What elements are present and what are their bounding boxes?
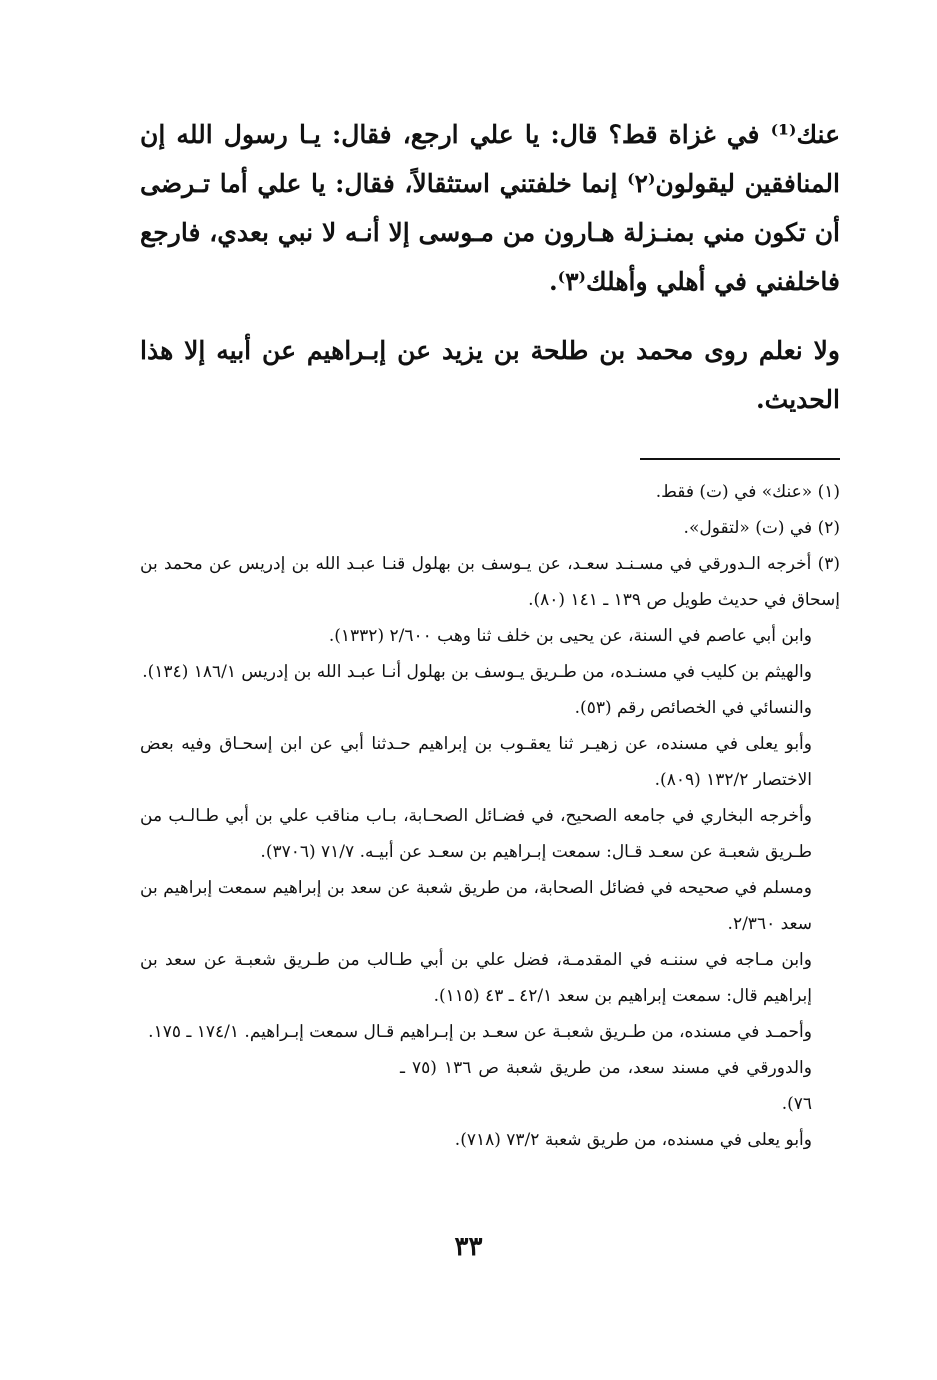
footnote-reference: وأبو يعلى في مسنده، من طريق شعبة ٧٣/٢ (٧١٨). xyxy=(454,1130,812,1150)
main-paragraph: عنك⁽¹⁾ في غزاة قط؟ قال: يا علي ارجع، فقال: يـا رسول الله إن المنافقين ليقولون⁽٢⁾ إنما خلفتني استثقالاً، فقال: يا علي أما تـرضى أن تكون مني بمنـزلة هـارون من مـوسى إلا أنـه لا نبي بعدي، فارجع فاخلفني في أهلي وأهلك⁽٣⁾. xyxy=(140,120,840,296)
main-text xyxy=(140,110,840,424)
footnote-reference: وأبو يعلى في مسنده، عن زهيـر ثنا يعقـوب بن إبراهيم حـدثنا أبي عن ابن إسحـاق وفيه بعض الاختصار ١٣٢/٢ (٨٠٩). xyxy=(140,734,812,790)
footnote-reference: وابن مـاجه في سننـه في المقدمـة، فضل علي بن أبي طـالب من طـريق شعبـة عن سعد بن إبراهيم قال: سمعت إبراهيم بن سعد ٤٢/١ ـ ٤٣ (١١٥). xyxy=(140,950,812,1006)
footnote: (٢) في (ت) «لتقول». xyxy=(683,518,840,538)
footnotes xyxy=(140,474,840,1158)
footnote: (٣) أخرجه الـدورقي في مسـنـد سعـد، عن يـوسف بن بهلول قنـا عبـد الله بن إدريس عن محمد بن إسحاق في حديث طويل ص ١٣٩ ـ ١٤١ (٨٠). xyxy=(140,554,840,610)
footnote-reference: والدورقي في مسند سعد، من طريق شعبة ص ١٣٦ (٧٥ ـ ٧٦). xyxy=(400,1058,812,1114)
footnote-reference: والنسائي في الخصائص رقم (٥٣). xyxy=(574,698,812,718)
footnote-reference: وابن أبي عاصم في السنة، عن يحيى بن خلف ثنا وهب ٢/٦٠٠ (١٣٣٢). xyxy=(328,626,812,646)
footnote-reference: وأحمـد في مسنده، من طـريق شعبـة عن سعـد بن إبـراهيم قـال سمعت إبـراهيم. ١٧٤/١ ـ ١٧٥. xyxy=(148,1022,812,1042)
footnote: (١) «عنك» في (ت) فقط. xyxy=(655,482,840,502)
main-paragraph: ولا نعلم روى محمد بن طلحة بن يزيد عن إبـراهيم عن أبيه إلا هذا الحديث. xyxy=(140,336,840,414)
footnote-divider xyxy=(640,458,840,460)
footnote-reference: ومسلم في صحيحه في فضائل الصحابة، من طريق شعبة عن سعد بن إبراهيم سمعت إبراهيم بن سعد ٢/٣٦٠. xyxy=(140,878,812,934)
page-number: ٣٣ xyxy=(454,1232,483,1262)
footnote-reference: والهيثم بن كليب في مسنـده، من طـريق يـوسف بن بهلول أنـا عبـد الله بن إدريس ١٨٦/١ (١٣٤). xyxy=(142,662,812,682)
footnote-reference: وأخرجه البخاري في جامعه الصحيح، في فضـائل الصحـابة، بـاب مناقب علي بن أبي طـالـب من طـريق شعبـة عن سعـد قـال: سمعت إبـراهيم بن سعـد عن أبيـه. ٧١/٧ (٣٧٠٦). xyxy=(140,806,812,862)
